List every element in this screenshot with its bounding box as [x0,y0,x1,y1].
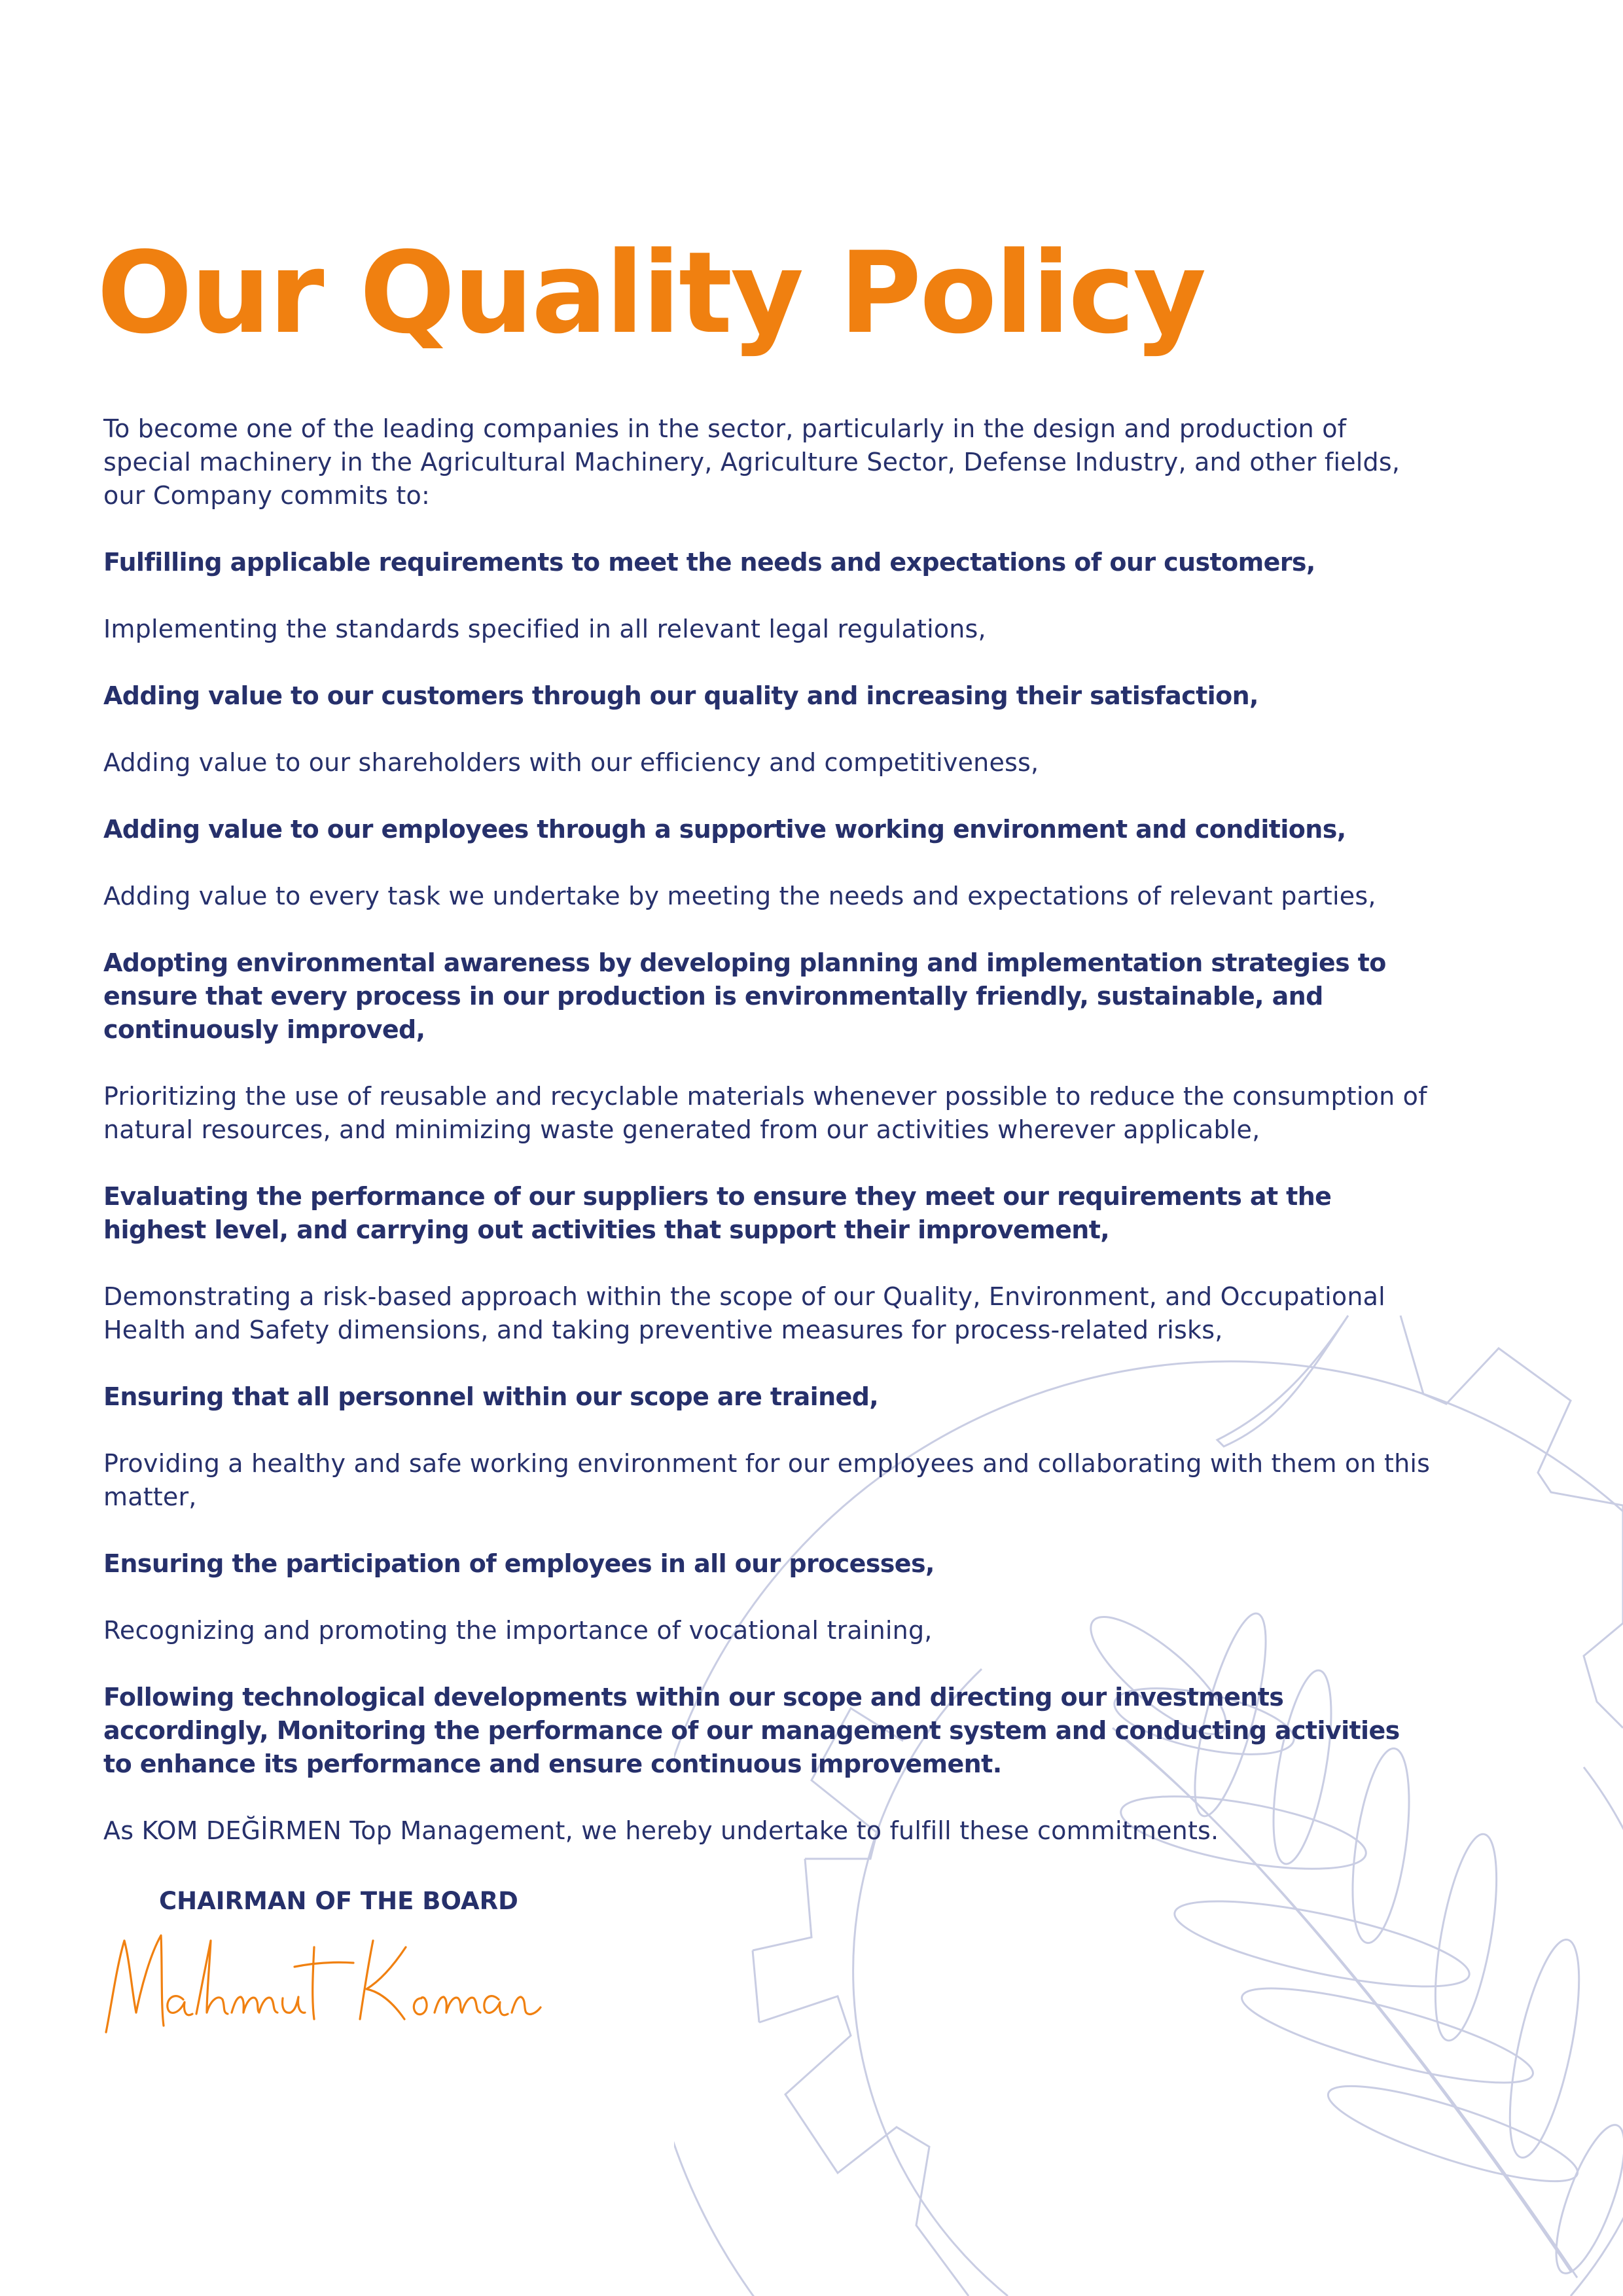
commitment-item: Adopting environmental awareness by developing planning and implementation strategies to ensure that every process in our production is environmentally friendly, sustainable, and continuously improved, [103,948,1386,1044]
commitment-item: Adding value to our shareholders with our efficiency and competitiveness, [103,748,1039,777]
commitment-item: Adding value to our customers through our quality and increasing their satisfaction, [103,681,1258,710]
commitment-item: Following technological developments within our scope and directing our investments accordingly, Monitoring the performance of our management system and conducting activities to enhance its performance and ensure continuous improvement. [103,1683,1400,1778]
commitment-item: Adding value to every task we undertake by meeting the needs and expectations of relevant parties, [103,882,1376,910]
policy-body [103,412,1432,1848]
commitment-item: Prioritizing the use of reusable and recyclable materials whenever possible to reduce the consumption of natural resources, and minimizing waste generated from our activities wherever applicable, [103,1082,1427,1144]
handwritten-signature [98,1921,556,2052]
commitment-item: Demonstrating a risk-based approach within the scope of our Quality, Environment, and Occupational Health and Safety dimensions, and taking preventive measures for process-related risks, [103,1282,1385,1344]
commitment-item: Evaluating the performance of our suppliers to ensure they meet our requirements at the highest level, and carrying out activities that support their improvement, [103,1182,1332,1244]
intro-paragraph: To become one of the leading companies in the sector, particularly in the design and production of special machinery in the Agricultural Machinery, Agriculture Sector, Defense Industry, and other fields, our Company commits to: [103,414,1400,510]
commitment-item: Recognizing and promoting the importance of vocational training, [103,1616,933,1645]
commitment-item: Ensuring the participation of employees in all our processes, [103,1549,935,1578]
commitment-item: Ensuring that all personnel within our scope are trained, [103,1382,879,1411]
commitment-item: Fulfilling applicable requirements to meet the needs and expectations of our customers, [103,548,1315,577]
signatory-role: CHAIRMAN OF THE BOARD [159,1887,518,1915]
page-title: Our Quality Policy [97,227,1205,359]
commitment-item: Adding value to our employees through a supportive working environment and conditions, [103,815,1346,844]
commitment-item: Providing a healthy and safe working environment for our employees and collaborating with them on this matter, [103,1449,1431,1511]
commitment-item: Implementing the standards specified in all relevant legal regulations, [103,615,986,643]
closing-statement: As KOM DEĞİRMEN Top Management, we hereby undertake to fulfill these commitments. [103,1816,1219,1845]
